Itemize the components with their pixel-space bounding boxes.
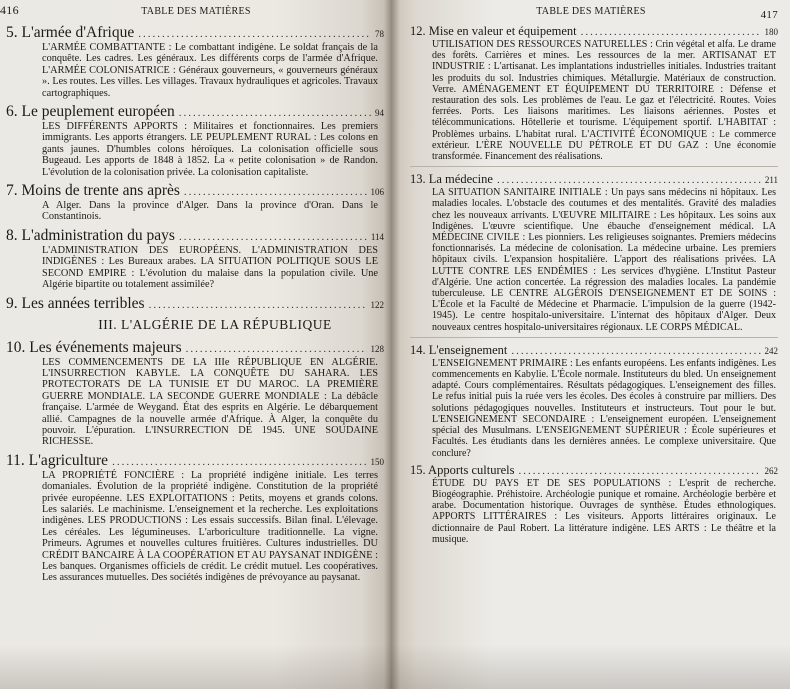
toc-entry: [410, 463, 778, 545]
page-ref: 106: [370, 187, 384, 198]
chapter-title: 14. L'enseignement: [410, 342, 508, 357]
chapter-title: 15. Apports culturels: [410, 462, 515, 477]
chapter-summary: L'ENSEIGNEMENT PRIMAIRE : Les enfants européens. Les enfants indigènes. Les commencements en Kabylie. L'École normale. Instituteurs du bled. Un enseignement adapté. Cours complémentaires. Résultats pédagogiques. L'enseignement des filles. Le refus initial puis la ruée vers les écoles. Des écoles à construire par milliers. Des solutions pédagogiques nouvelles. Instituteurs et instructeurs. Tout pour le but. L'ENSEIGNEMENT SECONDAIRE : L'enseignement européen. L'enseignement spécial des Musulmans. L'ENSEIGNEMENT SUPÉRIEUR : École supérieures et Facultés. Les étudiants dans les dernières années. Le complexe universitaire. Que conclure?: [432, 357, 776, 459]
toc-entry: [6, 24, 384, 99]
page-number-left: 416: [0, 3, 19, 17]
toc-entry: [6, 339, 384, 448]
running-head-right: TABLE DES MATIÈRES: [536, 6, 646, 17]
page-shadow: [392, 644, 790, 689]
toc-entry: [410, 24, 778, 162]
toc-entry: [410, 172, 778, 333]
chapter-summary: A Alger. Dans la province d'Alger. Dans la province d'Oran. Dans le Constantinois.: [42, 200, 378, 223]
chapter-title: 7. Moins de trente ans après: [6, 182, 180, 200]
page-number-right: 417: [760, 9, 778, 21]
chapter-title: 13. La médecine: [410, 172, 493, 187]
toc-left: [6, 24, 384, 588]
chapter-title: 11. L'agriculture: [6, 451, 109, 469]
toc-right: [410, 24, 778, 549]
toc-entry: [410, 343, 778, 459]
toc-entry: [6, 295, 384, 313]
chapter-title: 9. Les années terribles: [6, 294, 145, 312]
page-ref: 122: [370, 299, 384, 310]
left-page: [0, 0, 392, 689]
chapter-title: 8. L'administration du pays: [6, 226, 175, 244]
chapter-summary: L'ADMINISTRATION DES EUROPÉENS. L'ADMINISTRATION DES INDIGÈNES : Les Bureaux arabes. LA SITUATION POLITIQUE SOUS LE SECOND EMPIRE : L'évolution du malaise dans la population civile. Une Algérie bipartite ou totalement assimilée?: [42, 244, 378, 291]
running-head-left: TABLE DES MATIÈRES: [141, 6, 251, 17]
toc-entry: [6, 103, 384, 178]
chapter-title: 12. Mise en valeur et équipement: [410, 24, 577, 38]
toc-entry: [6, 182, 384, 223]
chapter-title: 5. L'armée d'Afrique: [6, 24, 135, 41]
chapter-summary: LES DIFFÉRENTS APPORTS : Militaires et fonctionnaires. Les premiers immigrants. Les apports étrangers. LE PEUPLEMENT RURAL : Les colons en gants jaunes. D'humbles colons héroïques. La colonisation officielle sous Bugeaud. Les apports de 1848 à 1852. La « petite colonisation » de Randon. L'évolution de la colonisation privée. La colonisation capitaliste.: [42, 121, 378, 178]
toc-entry: [6, 452, 384, 584]
chapter-summary: UTILISATION DES RESSOURCES NATURELLES : Crin végétal et alfa. Le drame des forêts. Carrières et mines. Les ressources de la mer. ARTISANAT ET INDUSTRIE : L'artisanat. Les implantations industrielles initiales. Industries traitant les produits du sol. Industries chimiques. Métallurgie. Matériaux de construction. Verre. AMÉNAGEMENT ET ÉQUIPEMENT DU TERRITOIRE : Défense et restauration des sols. Les problèmes de l'eau. Le gaz et l'électricité. Routes. Voies ferrées. Ports. Les liaisons maritimes. Les liaisons aériennes. Postes et télécommunications. Hôtellerie et tourisme. L'équipement sportif. L'HABITAT : Problèmes urbains. L'habitat rural. L'ACTIVITÉ ÉCONOMIQUE : Le commerce extérieur. L'ÈRE NOUVELLE DU PÉTROLE ET DU GAZ : Une économie transformée. Financement des réalisations.: [432, 39, 776, 163]
chapter-summary: LA PROPRIÉTÉ FONCIÈRE : La propriété indigène initiale. Les terres domaniales. Évolution de la propriété indigène. Constitution de la propriété privée européenne. LES EXPLOITATIONS : Petits, moyens et grands colons. Les salariés. Le machinisme. L'enseignement et la recherche. Les exploitations indigènes. LES PRODUCTIONS : Les essais successifs. Bilan final. L'élevage. Les céréales. Les légumineuses. L'arboriculture traditionnelle. La vigne. Primeurs. Agrumes et nouvelles cultures fruitières. Cultures industrielles. DU CRÉDIT BANCAIRE À LA COOPÉRATION ET AU PAYSANAT INDIGÈNE : Les banques. Organismes officiels de crédit. Le crédit mutuel. Les coopératives. Les assurances mutuelles. Des sociétés indigènes de prévoyance au paysanat.: [42, 469, 378, 584]
divider: [410, 166, 778, 167]
part-heading: III. L'ALGÉRIE DE LA RÉPUBLIQUE: [98, 316, 332, 332]
page-ref: 94: [375, 108, 384, 119]
book-gutter: [384, 0, 400, 689]
right-page: [392, 0, 790, 689]
chapter-summary: ÉTUDE DU PAYS ET DE SES POPULATIONS : L'esprit de recherche. Biogéographie. Préhistoire. Archéologie punique et romaine. Archéologie berbère et arabe. Documentation historique. Ouvrages de synthèse. Études ethnologiques. APPORTS LITTÉRAIRES : Les visiteurs. Apports littéraires originaux. Le dictionnaire de Paul Robert. La littérature indigène. LES ARTS : Le théâtre et la musique.: [432, 477, 776, 545]
page-ref: 242: [764, 345, 778, 356]
page-ref: 211: [764, 175, 778, 186]
page-shadow: [0, 644, 392, 689]
page-ref: 180: [764, 27, 778, 37]
toc-entry: [6, 227, 384, 291]
chapter-summary: L'ARMÉE COMBATTANTE : Le combattant indigène. Le soldat français de la conquête. Les cadres. Les généraux. Les différents corps de l'armée d'Afrique. L'ARMÉE COLONISATRICE : Généraux gouverneurs, « gouverneurs généraux ». Les routes. Les villes. Les villages. Travaux hydrauliques et agricoles. Travaux cartographiques.: [42, 42, 378, 99]
chapter-summary: LA SITUATION SANITAIRE INITIALE : Un pays sans médecins ni hôpitaux. Les maladies locales. L'obstacle des coutumes et des mentalités. Gravité des maladies chez les nouveaux arrivants. L'ŒUVRE MILITAIRE : Les hôpitaux. Les soins aux Indigènes. L'œuvre scientifique. Une ébauche d'enseignement médical. LA MÉDECINE CIVILE : Les pionniers. Les religieuses soignantes. Premiers médecins fonctionnarisés. La médecine de colonisation. La médecine urbaine. Les premiers hôpitaux civils. L'expansion hospitalière. L'apport des réalisations privées. LA LUTTE CONTRE LES ENDÉMIES : Les services d'hygiène. L'Institut Pasteur d'Algérie. Une action concertée. La régression des maladies locales. La pandémie tuberculeuse. LE CENTRE ALGÉROIS D'ENSEIGNEMENT ET DE SOINS : L'École et la Faculté de Médecine et Pharmacie. L'impulsion de la guerre (1942-1945). Le centre hospitalo-universitaire. L'internat des hôpitaux d'Alger. Deux nouveaux centres hospitalo-universitaires régionaux. LE CORPS MÉDICAL.: [432, 187, 776, 333]
chapter-title: 10. Les événements majeurs: [6, 338, 182, 356]
divider: [410, 337, 778, 338]
page-ref: 128: [370, 343, 384, 354]
page-ref: 150: [370, 456, 384, 467]
page-ref: 262: [764, 465, 778, 476]
chapter-title: 6. Le peuplement européen: [6, 103, 175, 121]
chapter-summary: LES COMMENCEMENTS DE LA IIIe RÉPUBLIQUE EN ALGÉRIE. L'INSURRECTION KABYLE. LA CONQUÊTE DU SAHARA. LES PROTECTORATS DE LA TUNISIE ET DU MAROC. LA PREMIÈRE GUERRE MONDIALE. LA SECONDE GUERRE MONDIALE : La débâcle française. L'armée de Weygand. État des esprits en Algérie. Le débarquement allié. Campagnes de la nouvelle armée d'Afrique. À Alger, la conquête du pouvoir. L'épuration. L'INSURRECTION DE 1945. UNE SOUDAINE RICHESSE.: [42, 356, 378, 448]
page-ref: 114: [370, 231, 384, 242]
page-ref: 78: [375, 29, 384, 39]
